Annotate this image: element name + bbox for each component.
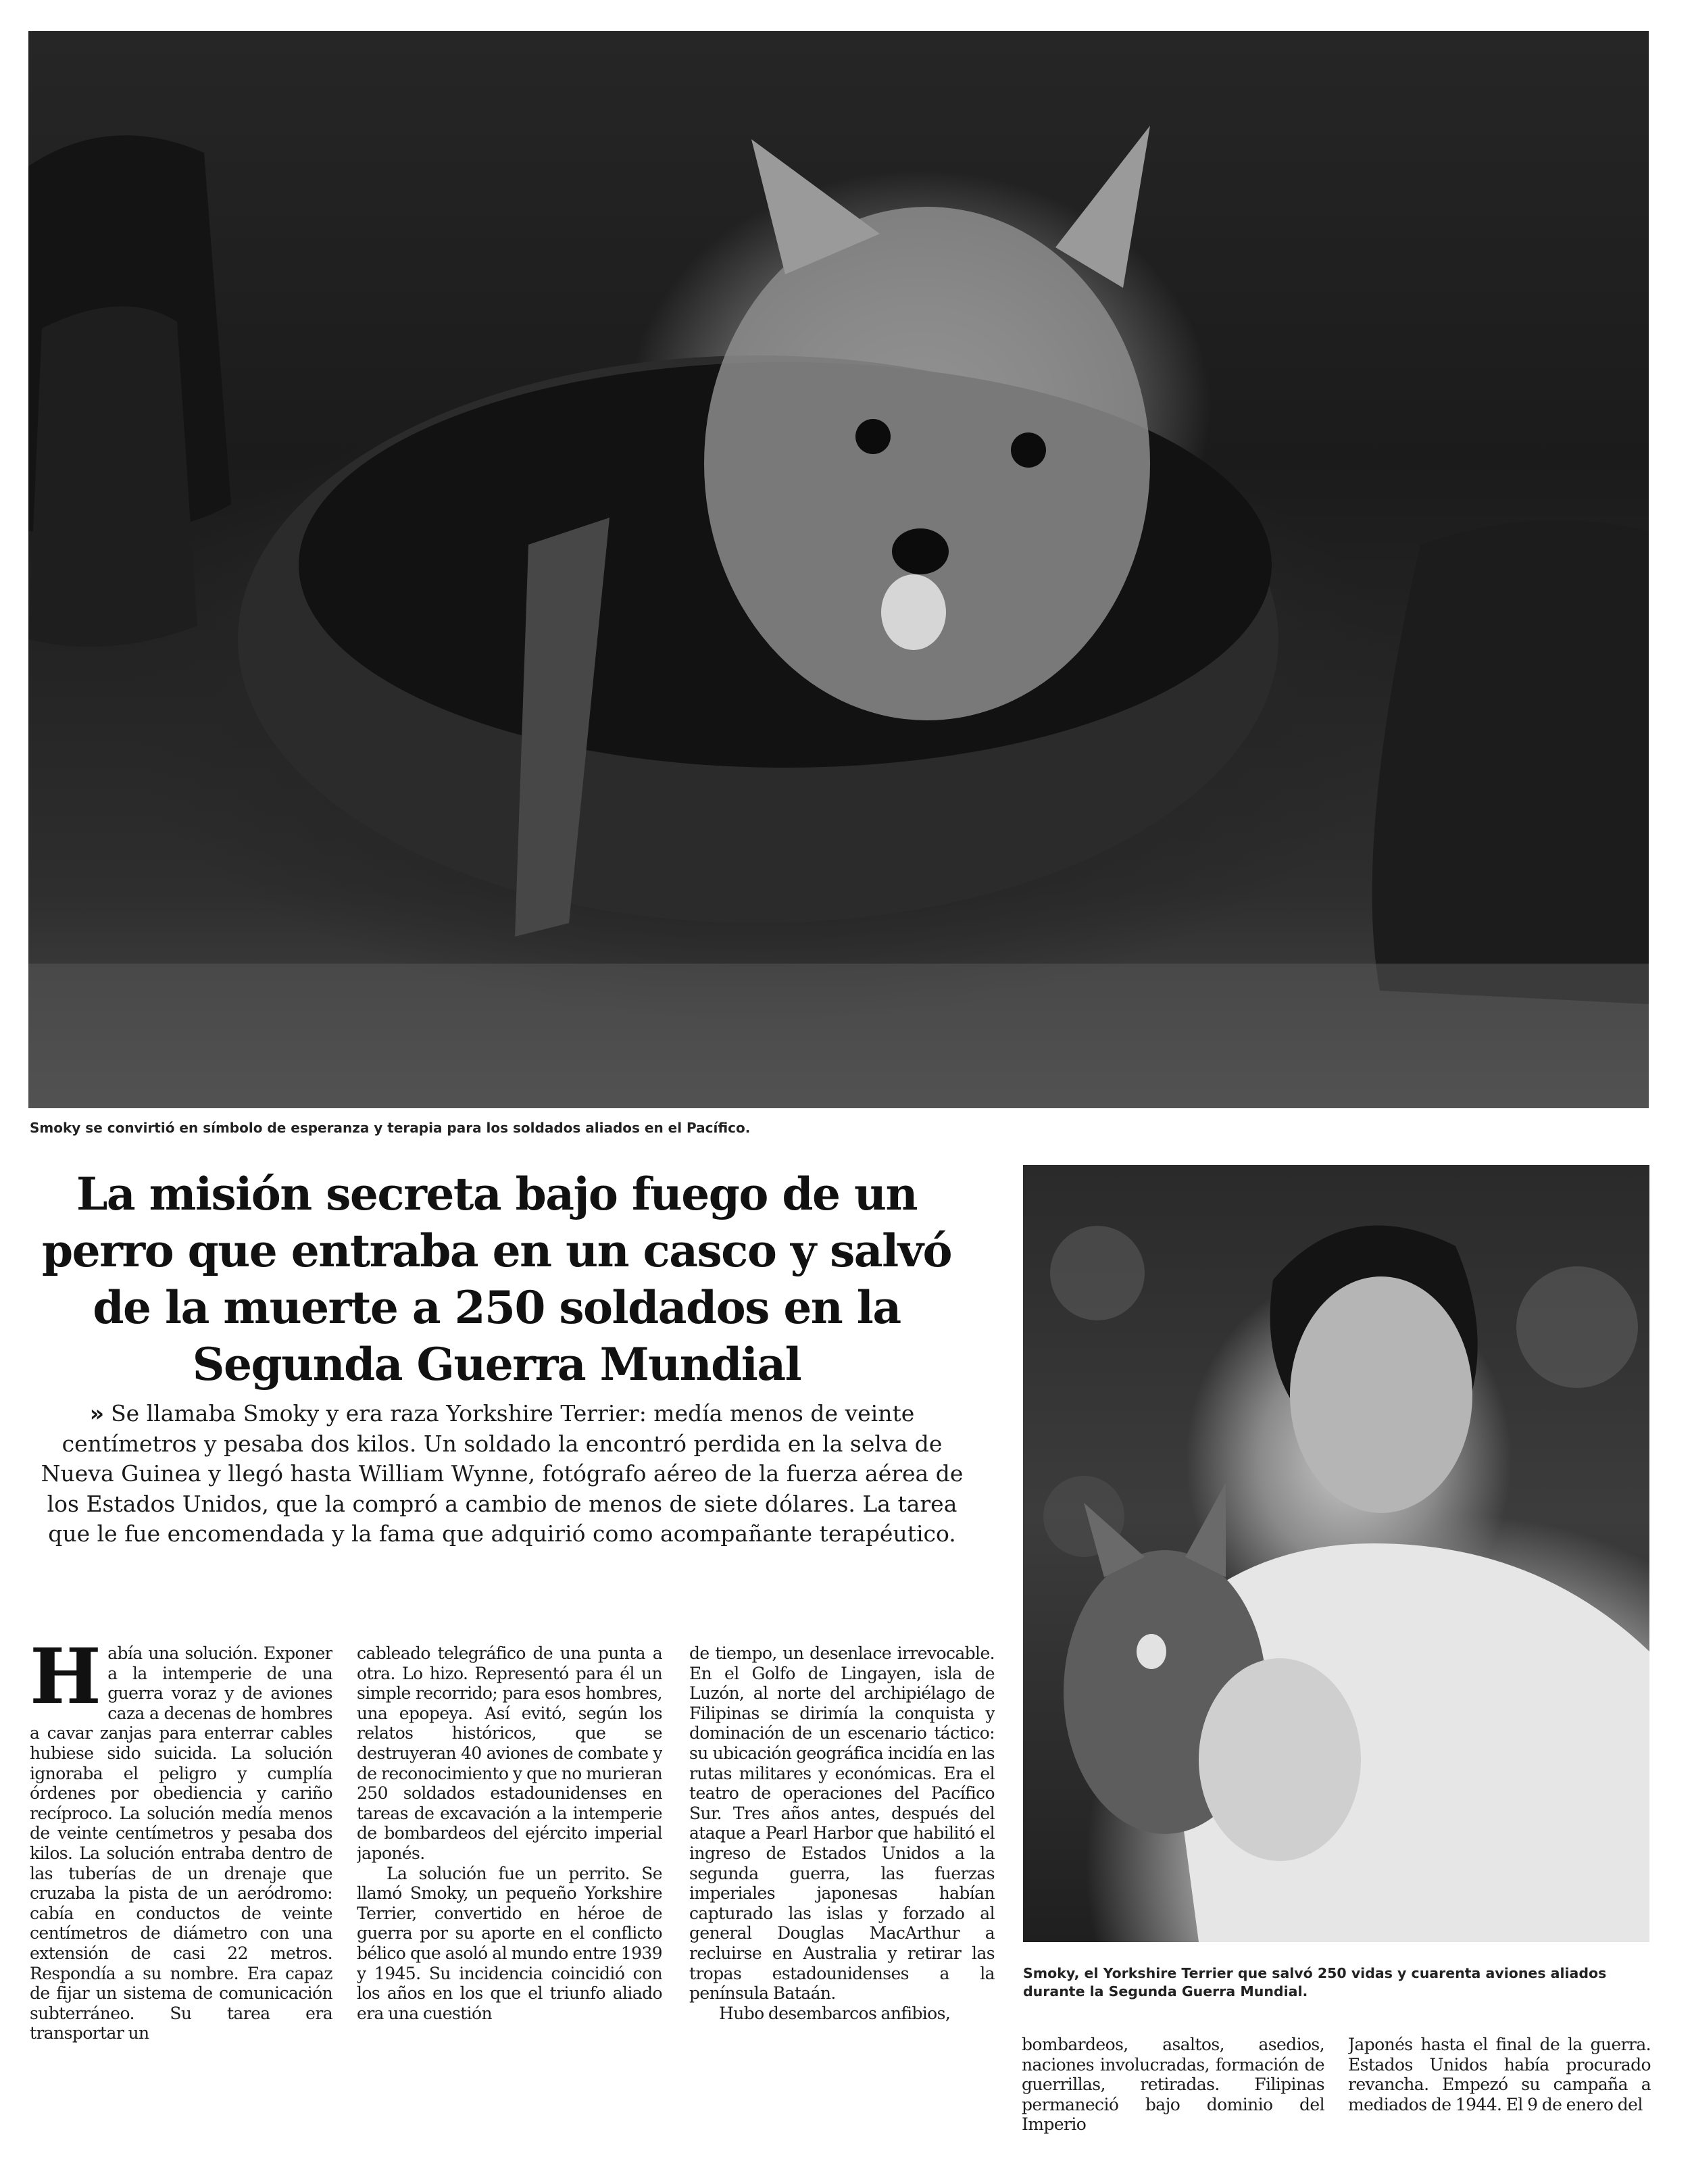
article-column-5 — [1348, 2035, 1651, 2178]
boot-left-2-shape — [28, 306, 197, 647]
article-standfirst — [32, 1399, 972, 1549]
foliage-spot-shape — [1516, 1266, 1638, 1388]
wynne-portrait-illustration — [1023, 1165, 1649, 1942]
article-paragraph: abía una solución. Exponer a la intemperie de una guerra voraz y de aviones caza a decenas de hombres a cavar zanjas para enterrar cables hubiese sido suicida. La solución ignoraba el peligro y cumplía órdenes por obediencia y cariño recíproco. La solución medía menos de veinte centímetros y pesaba dos kilos. La solución entraba dentro de las tuberías de un drenaje que cruzaba la pista de un aeródromo: cabía en conductos de veinte centímetros de diámetro con una extensión de casi 22 metros. Respondía a su nombre. Era capaz de fijar un sistema de comunicación subterráneo. Su tarea era transportar un — [30, 1643, 332, 2043]
article-paragraph: Hubo desembarcos anfibios, — [719, 2003, 951, 2023]
top-photo-caption: Smoky se convirtió en símbolo de esperanza y terapia para los soldados aliados en el Pacífico. — [30, 1120, 751, 1136]
article-column-2 — [357, 1643, 662, 2177]
small-dog-tongue-shape — [1137, 1634, 1166, 1669]
article-paragraph: Japonés hasta el final de la guerra. Estados Unidos había procurado revancha. Empezó su campaña a mediados de 1944. El 9 de enero del — [1348, 2035, 1651, 2114]
man-face-shape — [1290, 1276, 1472, 1513]
drop-cap: H — [30, 1643, 101, 1721]
right-photo-caption: Smoky, el Yorkshire Terrier que salvó 250 vidas y cuarenta aviones aliados durante la Segunda Guerra Mundial. — [1023, 1965, 1607, 2000]
photo-william-wynne-with-smoky — [1023, 1165, 1649, 1942]
article-paragraph: cableado telegráfico de una punta a otra. Lo hizo. Representó para él un simple recorrido; para esos hombres, una epopeya. Así evitó, según los relatos históricos, que se destruyeran 40 aviones de combate y de reconocimiento y que no murieran 250 soldados estadounidenses en tareas de excavación a la intemperie de bombardeos del ejército imperial japonés. — [357, 1643, 662, 1863]
grass-shape — [28, 964, 1649, 1108]
article-paragraph: La solución fue un perrito. Se llamó Smoky, un pequeño Yorkshire Terrier, convertido en héroe de guerra por su aporte en el conflicto bélico que asoló al mundo entre 1939 y 1945. Su incidencia coincidió con los años en los que el triunfo aliado era una cuestión — [357, 1863, 662, 2023]
helmet-dog-illustration — [28, 31, 1649, 1108]
article-paragraph: de tiempo, un desenlace irrevocable. En el Golfo de Lingayen, isla de Luzón, al norte del archipiélago de Filipinas se dirimía la conquista y dominación de un escenario táctico: su ubicación geográfica incidía en las rutas militares y económicas. Era el teatro de operaciones del Pacífico Sur. Tres años antes, después del ataque a Pearl Harbor que habilitó el ingreso de Estados Unidos a la segunda guerra, las fuerzas imperiales japonesas habían capturado las islas y forzado al general Douglas MacArthur a recluirse en Australia y retirar las tropas estadounidenses a la península Bataán. — [689, 1643, 995, 2004]
dog-tongue-shape — [881, 574, 946, 650]
article-paragraph: bombardeos, asaltos, asedios, naciones involucradas, formación de guerrillas, retiradas. Filipinas permaneció bajo dominio del Imperio — [1022, 2035, 1324, 2135]
dog-eye-left-shape — [855, 419, 891, 454]
boot-right-shape — [1372, 520, 1649, 1004]
article-headline: La misión secreta bajo fuego de un perro que entraba en un casco y salvó de la muerte a 250 soldados en la Segunda Guerra Mundial — [41, 1168, 952, 1391]
photo-smoky-in-helmet — [28, 31, 1649, 1108]
article-column-4 — [1022, 2035, 1324, 2178]
foliage-spot-shape — [1050, 1226, 1145, 1320]
standfirst-text: Se llamaba Smoky y era raza Yorkshire Terrier: medía menos de veinte centímetros y pesaba dos kilos. Un soldado la encontró perdida en la selva de Nueva Guinea y llegó hasta William Wynne, fotógrafo aéreo de la fuerza aérea de los Estados Unidos, que la compró a cambio de menos de siete dólares. La tarea que le fue encomendada y la fama que adquirió como acompañante terapéutico. — [41, 1400, 964, 1547]
dog-ear-right-shape — [1055, 126, 1150, 288]
article-column-3 — [689, 1643, 995, 2177]
article-column-1 — [30, 1643, 332, 2177]
dog-nose-shape — [892, 528, 949, 574]
standfirst-marker-icon: » — [89, 1400, 105, 1426]
dog-eye-right-shape — [1011, 432, 1046, 468]
man-hand-shape — [1199, 1658, 1361, 1861]
